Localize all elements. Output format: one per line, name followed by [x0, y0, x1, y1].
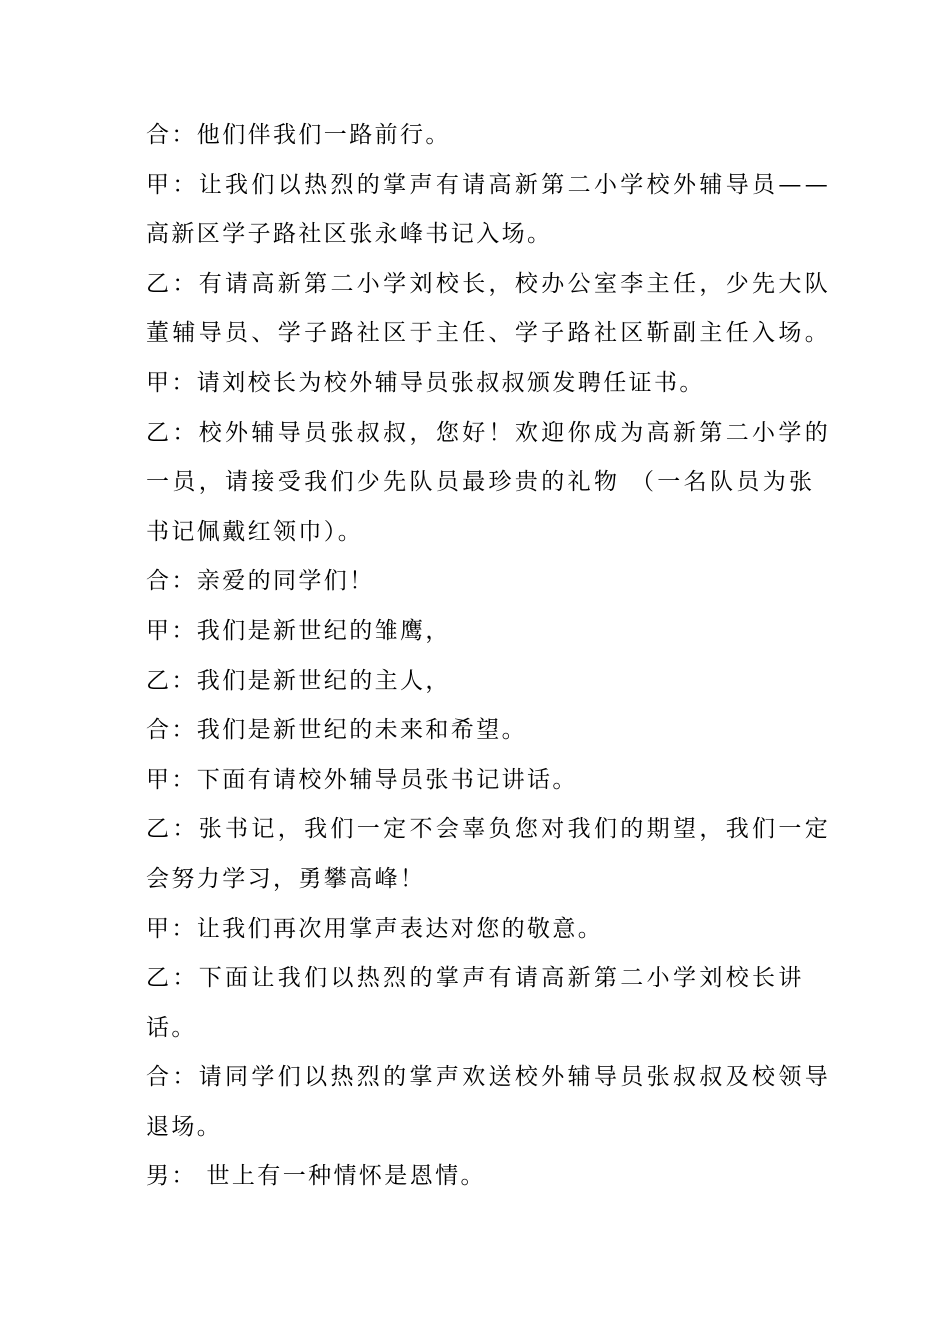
script-line: 甲：请刘校长为校外辅导员张叔叔颁发聘任证书。 [146, 369, 705, 396]
script-line: 合：亲爱的同学们！ [146, 568, 375, 595]
script-line: 甲：我们是新世纪的雏鹰， [146, 617, 451, 644]
script-line: 董辅导员、学子路社区于主任、学子路社区靳副主任入场。 [146, 320, 832, 347]
script-line: 男： 世上有一种情怀是恩情。 [146, 1163, 486, 1190]
script-line: 会努力学习，勇攀高峰！ [146, 865, 426, 892]
script-line: 合：请同学们以热烈的掌声欢送校外辅导员张叔叔及校领导 [146, 1064, 832, 1091]
script-line: 乙：我们是新世纪的主人， [146, 667, 451, 694]
script-line: 一员，请接受我们少先队员最珍贵的礼物 （一名队员为张 [146, 469, 816, 496]
script-line: 退场。 [146, 1113, 223, 1140]
script-line: 书记佩戴红领巾）。 [146, 518, 364, 545]
script-line: 甲：让我们再次用掌声表达对您的敬意。 [146, 915, 604, 942]
script-body [146, 111, 832, 1202]
script-line: 合：我们是新世纪的未来和希望。 [146, 717, 527, 744]
script-line: 乙：校外辅导员张叔叔，您好！欢迎你成为高新第二小学的 [146, 419, 832, 446]
script-line: 话。 [146, 1014, 197, 1041]
script-line: 甲：下面有请校外辅导员张书记讲话。 [146, 766, 578, 793]
script-line: 高新区学子路社区张永峰书记入场。 [146, 221, 553, 248]
script-line: 甲：让我们以热烈的掌声有请高新第二小学校外辅导员—— [146, 171, 832, 198]
script-line: 乙：有请高新第二小学刘校长，校办公室李主任，少先大队 [146, 270, 832, 297]
script-line: 乙：下面让我们以热烈的掌声有请高新第二小学刘校长讲 [146, 965, 805, 992]
script-line: 乙：张书记，我们一定不会辜负您对我们的期望，我们一定 [146, 816, 832, 843]
script-line: 合：他们伴我们一路前行。 [146, 122, 451, 148]
